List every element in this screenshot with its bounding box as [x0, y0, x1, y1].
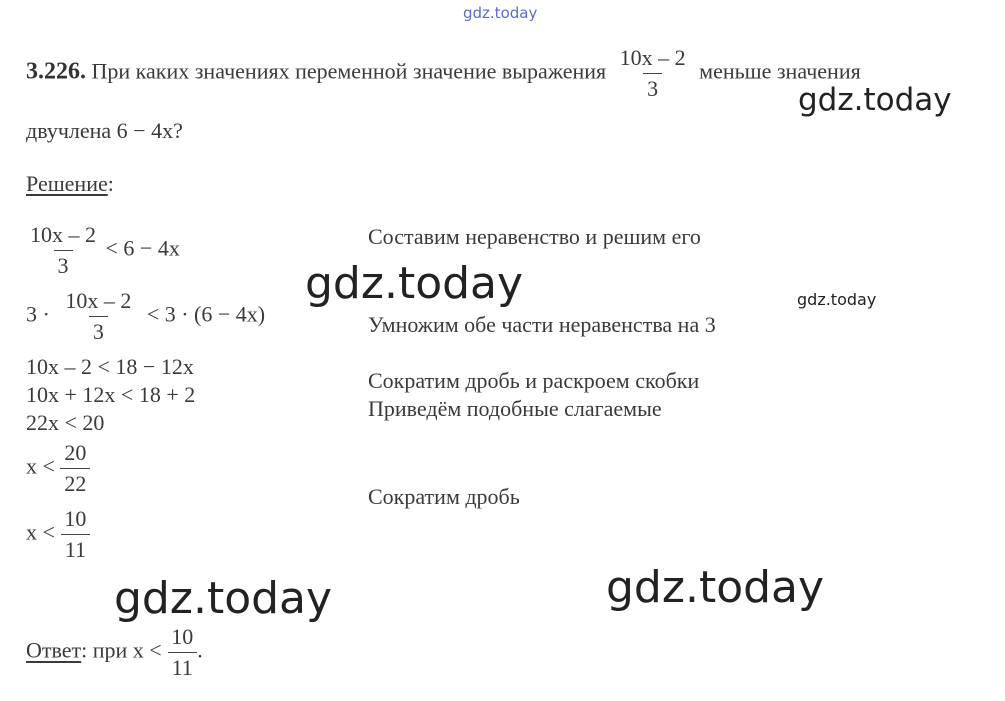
fraction-numerator: 10x – 2 [619, 45, 686, 70]
answer-label: Ответ [26, 637, 82, 663]
step-6 [26, 440, 90, 497]
step1-comment: Составим неравенство и решим его [368, 224, 701, 249]
step2-fraction [61, 288, 135, 345]
answer-prefix: : при x < [81, 637, 162, 663]
answer-suffix: . [197, 637, 203, 663]
step6-fraction [60, 440, 90, 497]
answer-numerator: 10 [171, 624, 194, 649]
step2-numerator: 10x – 2 [65, 288, 132, 313]
solution-label: Решение [26, 171, 108, 196]
watermark-bottom-right: gdz.today [606, 562, 825, 613]
step-3: 10x – 2 < 18 − 12x [26, 354, 194, 379]
fraction-denominator: 3 [643, 73, 662, 102]
step7-lhs: x < [26, 519, 55, 545]
problem-statement [26, 45, 861, 102]
step-5: 22x < 20 [26, 410, 105, 435]
step-4: 10x + 12x < 18 + 2 [26, 382, 196, 407]
step7-numerator: 10 [64, 506, 87, 531]
watermark-right-header: gdz.today [798, 82, 952, 118]
answer-denominator: 11 [168, 652, 197, 681]
problem-text: При каких значениях переменной значение выражения [91, 58, 607, 84]
step6-lhs: x < [26, 453, 55, 479]
step2-denominator: 3 [89, 316, 108, 345]
step6-comment: Сократим дробь [368, 484, 520, 509]
watermark-bottom-left: gdz.today [114, 573, 333, 624]
step1-rhs: < 6 − 4x [105, 235, 180, 261]
step1-denominator: 3 [54, 250, 73, 279]
step7-fraction [60, 506, 90, 563]
step1-numerator: 10x – 2 [30, 222, 96, 247]
step2-comment: Умножим обе части неравенства на 3 [368, 312, 716, 337]
step2-lhs: 3 · [26, 301, 50, 327]
solution-colon: : [107, 171, 114, 196]
watermark-top: gdz.today [463, 4, 538, 22]
answer-fraction [167, 624, 197, 681]
step6-numerator: 20 [64, 440, 87, 465]
problem-line2: двучлена 6 − 4x? [26, 118, 183, 143]
step1-fraction [26, 222, 100, 279]
step2-rhs: < 3 · (6 − 4x) [146, 301, 266, 327]
step7-denominator: 11 [61, 534, 90, 563]
watermark-small-right: gdz.today [797, 290, 877, 309]
step-1 [26, 222, 180, 279]
step6-denominator: 22 [60, 468, 90, 497]
step3-comment: Сократим дробь и раскроем скобки [368, 368, 700, 393]
step-7 [26, 506, 90, 563]
step4-comment: Приведём подобные слагаемые [368, 396, 662, 421]
step-2 [26, 288, 265, 345]
watermark-center: gdz.today [305, 258, 524, 309]
solution-heading [26, 171, 114, 197]
answer [26, 624, 203, 681]
problem-number: 3.226. [26, 58, 86, 85]
problem-fraction [616, 45, 690, 102]
problem-text-after: меньше значения [699, 58, 861, 84]
